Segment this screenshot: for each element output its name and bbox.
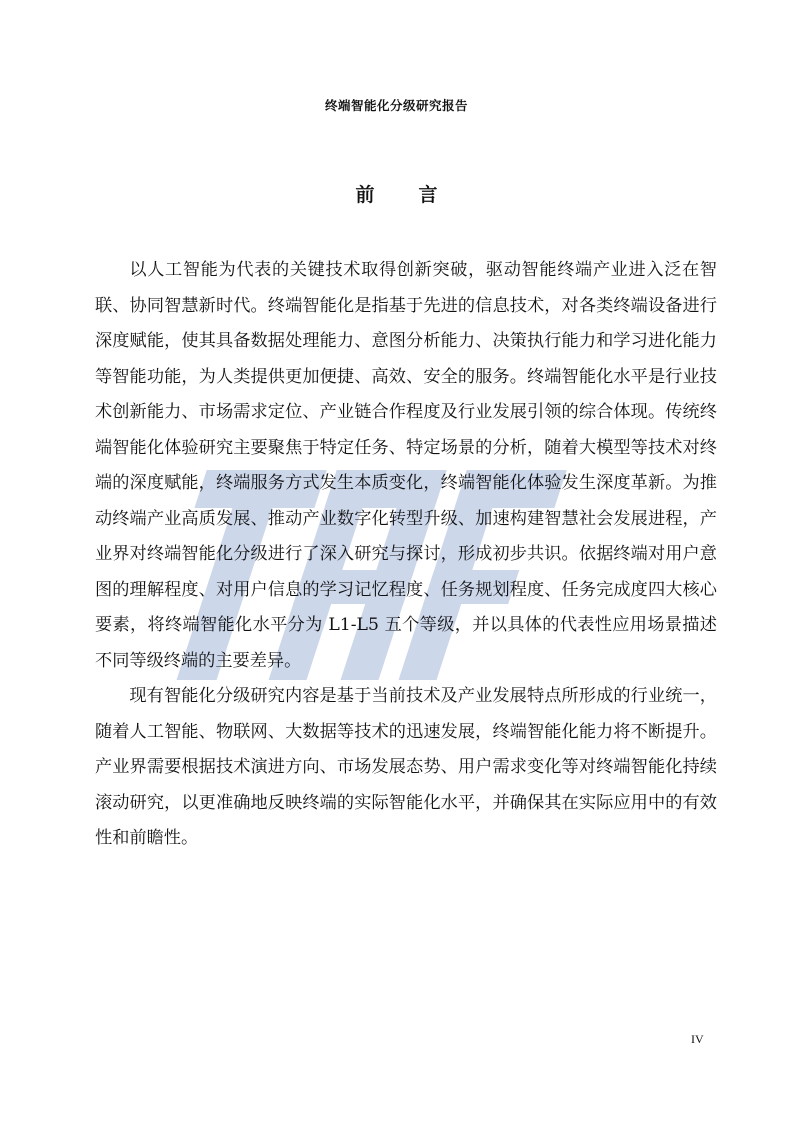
page-number: IV [691,1032,704,1046]
document-header: 终端智能化分级研究报告 [324,98,468,113]
page-title: 前言 [355,184,482,206]
body-text [95,253,717,857]
paragraph-1: 以人工智能为代表的关键技术取得创新突破，驱动智能终端产业进入泛在智联、协同智慧新时代。终端智能化是指基于先进的信息技术，对各类终端设备进行深度赋能，使其具备数据处理能力、意图分析能力、决策执行能力和学习进化能力等智能功能，为人类提供更加便捷、高效、安全的服务。终端智能化水平是行业技术创新能力、市场需求定位、产业链合作程度及行业发展引领的综合体现。传统终端智能化体验研究主要聚焦于特定任务、特定场景的分析，随着大模型等技术对终端的深度赋能，终端服务方式发生本质变化，终端智能化体验发生深度革新。为推动终端产业高质发展、推动产业数字化转型升级、加速构建智慧社会发展进程，产业界对终端智能化分级进行了深入研究与探讨，形成初步共识。依据终端对用户意图的理解程度、对用户信息的学习记忆程度、任务规划程度、任务完成度四大核心要素，将终端智能化水平分为 L1-L5 五个等级，并以具体的代表性应用场景描述不同等级终端的主要差异。 [95,260,717,671]
paragraph-2: 现有智能化分级研究内容是基于当前技术及产业发展特点所形成的行业统一，随着人工智能、物联网、大数据等技术的迅速发展，终端智能化能力将不断提升。产业界需要根据技术演进方向、市场发展态势、用户需求变化等对终端智能化持续滚动研究，以更准确地反映终端的实际智能化水平，并确保其在实际应用中的有效性和前瞻性。 [95,686,717,848]
